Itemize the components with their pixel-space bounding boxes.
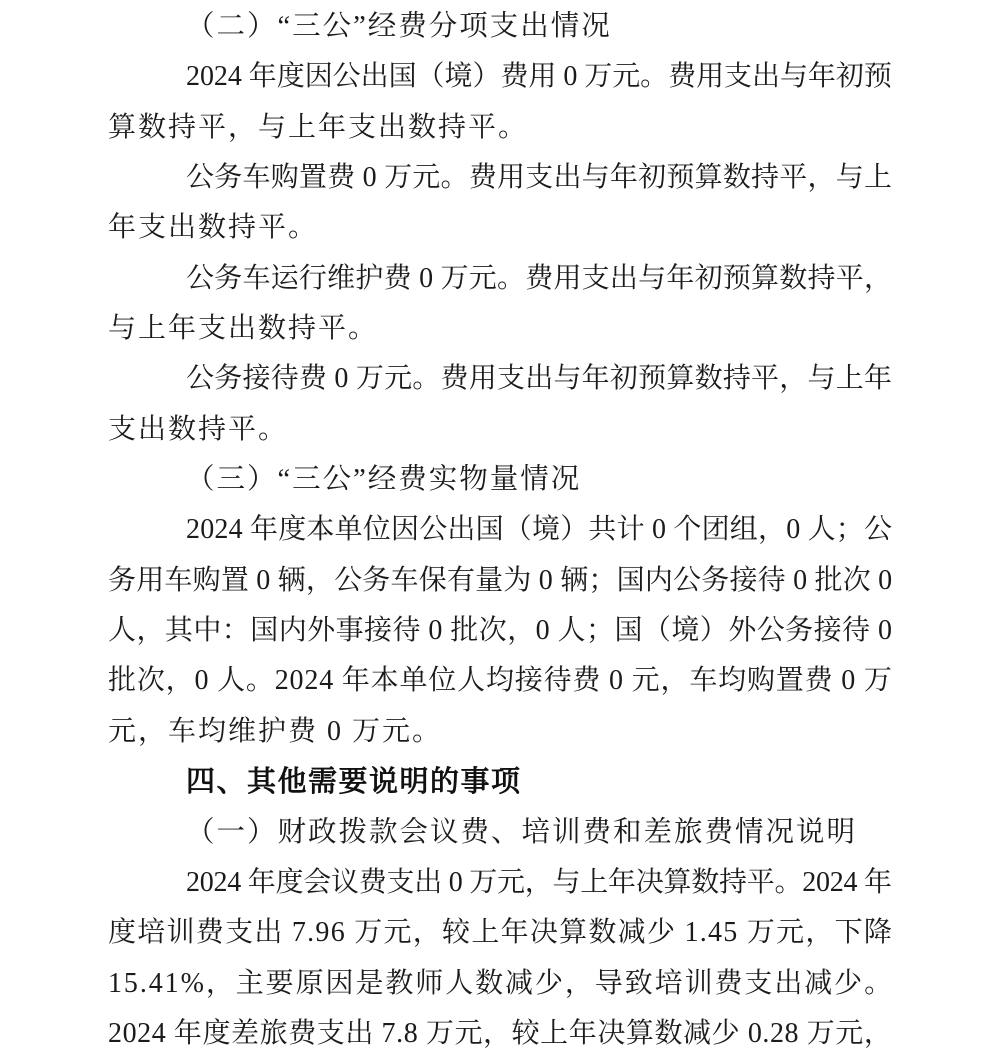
paragraph-line: 公务车购置费 0 万元。费用支出与年初预算数持平，与上 xyxy=(186,162,893,194)
paragraph-line: 公务接待费 0 万元。费用支出与年初预算数持平，与上年 xyxy=(186,363,893,395)
paragraph-line: 务用车购置 0 辆，公务车保有量为 0 辆；国内公务接待 0 批次 0 xyxy=(108,564,893,596)
paragraph-line: 人，其中：国内外事接待 0 批次，0 人；国（境）外公务接待 0 xyxy=(108,615,893,647)
paragraph-line: 2024 年度因公出国（境）费用 0 万元。费用支出与年初预 xyxy=(186,61,892,93)
paragraph-line: 2024 年度差旅费支出 7.8 万元，较上年决算数减少 0.28 万元， xyxy=(108,1017,893,1049)
section-heading: （一）财政拨款会议费、培训费和差旅费情况说明 xyxy=(186,816,858,848)
paragraph-line: 2024 年度会议费支出 0 万元，与上年决算数持平。2024 年 xyxy=(186,866,892,898)
paragraph-line: 支出数持平。 xyxy=(108,413,289,445)
paragraph-line: 与上年支出数持平。 xyxy=(108,313,379,345)
paragraph-line: 批次，0 人。2024 年本单位人均接待费 0 元，车均购置费 0 万 xyxy=(108,665,893,697)
paragraph-line: 度培训费支出 7.96 万元，较上年决算数减少 1.45 万元，下降 xyxy=(108,917,894,949)
paragraph-line: 算数持平，与上年支出数持平。 xyxy=(108,111,529,143)
document-body xyxy=(108,2,895,1056)
paragraph-line: 公务车运行维护费 0 万元。费用支出与年初预算数持平， xyxy=(186,262,893,294)
section-heading: （二）“三公”经费分项支出情况 xyxy=(186,11,612,42)
paragraph-line: 15.41%，主要原因是教师人数减少，导致培训费支出减少。 xyxy=(108,967,895,999)
paragraph-line: 年支出数持平。 xyxy=(108,212,319,244)
paragraph-line: 2024 年度本单位因公出国（境）共计 0 个团组，0 人；公 xyxy=(186,514,893,546)
section-heading: 四、其他需要说明的事项 xyxy=(186,766,522,799)
section-heading: （三）“三公”经费实物量情况 xyxy=(186,464,582,496)
paragraph-line: 元，车均维护费 0 万元。 xyxy=(108,715,443,747)
